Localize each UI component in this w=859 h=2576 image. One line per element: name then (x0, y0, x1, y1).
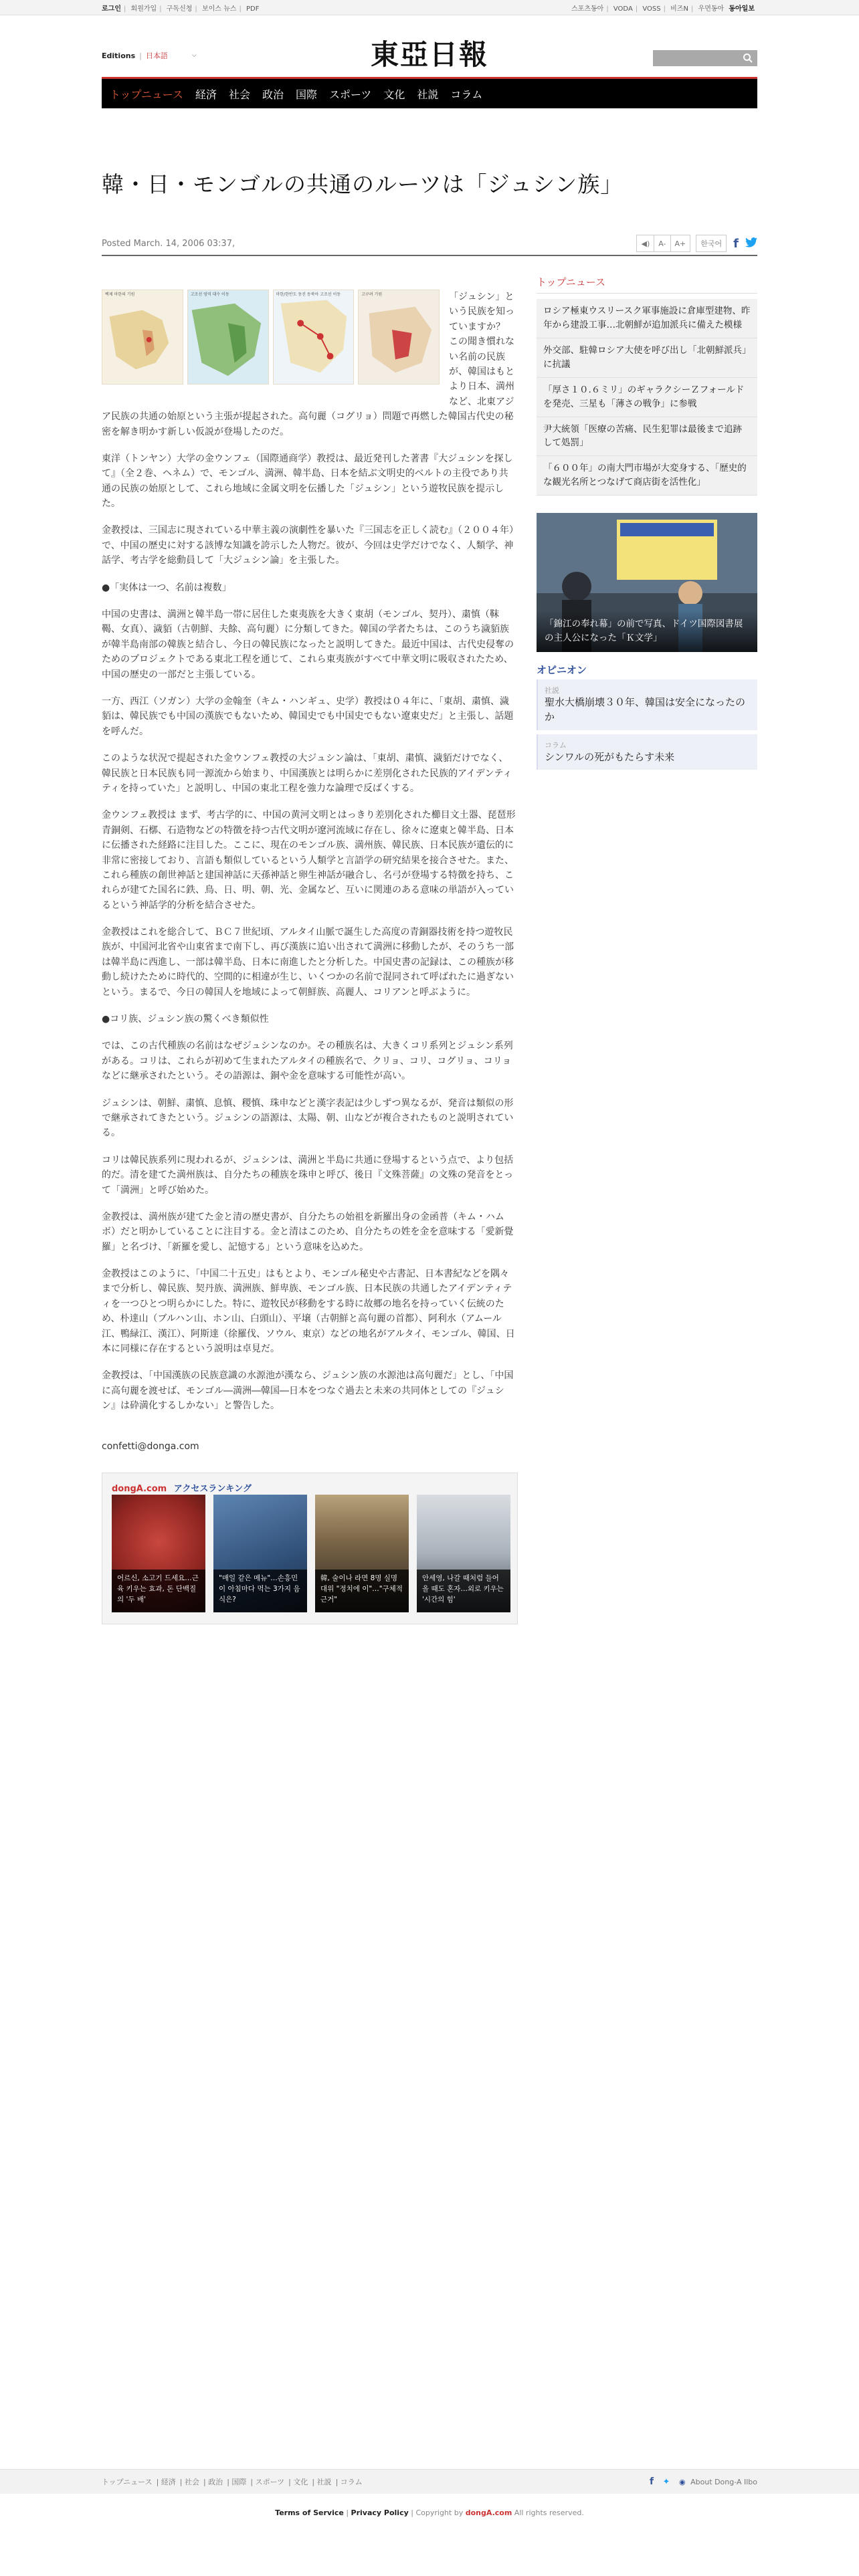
ranking-card-title: "매일 같은 메뉴"…손흥민이 아침마다 먹는 3가지 음식은? (213, 1570, 307, 1612)
map-image (102, 290, 183, 385)
ranking-title: アクセスランキング (173, 1484, 252, 1494)
nav-top-news[interactable]: トップニュース (110, 88, 183, 101)
article-paragraph: 金ウンフェ教授は まず、考古学的に、中国の黄河文明とはっきり差別化された櫛目文土器、琵琶形青銅剣、石槨、石造物などの特徴を持つ古代文明が遼河流域に存在し、徐々に遼東と韓半島、日本に伝播された経路に注目した。ここに、現在のモンゴル族、満州族、韓民族、日本民族が遺伝的に非常に密接しており、言語も類似しているという人類学と言語学の研究結果を接合させた。また、これら種族の創世神話と建国神話に天孫神話と卵生神話が融合し、名弓が登場する特徴を持ち、これらが建てた国名に鉄、鳥、日、明、朝、光、金属など、互いに関連のある意味の単語が入っているという神話学的分析を結合させた。 (102, 810, 516, 911)
chevron-down-icon: ⌵ (191, 52, 197, 59)
article-paragraph: コリは韓民族系列に現われるが、ジュシンは、満洲と半島に共通に登場するという点で、より包括的だ。清を建てた満州族は、自分たちの種族を珠申と呼び、後日『文殊菩薩』の文殊の発音をとって「満洲」と呼び始めた。 (102, 1154, 514, 1196)
map-image (273, 290, 355, 385)
article-paragraph: 東洋（トンヤン）大学の金ウンフェ（国際通商学）教授は、最近発刊した著書『大ジュシンを探して』（全２巻、ヘネム）で、モンゴル、満洲、韓半島、日本を結ぶ文明史的ベルトの主役であり共通の民族の始原として、これら地域に金属文明を伝播した「ジュシン」という遊牧民族を提示した。 (102, 453, 513, 510)
article-paragraph: 中国の史書は、満洲と韓半島一帯に居住した東夷族を大きく東胡（モンゴル、契丹）、粛慎（靺鞨、女真）、濊貊（古朝鮮、夫餘、高句麗）に分類してきた。韓国の学者たちは、このうち濊貊族が韓半島南部の韓族と結合し、今日の韓民族になったと説明してきた。最近中国は、古代史侵奪のためのプロジェクトである東北工程を通じて、これら東夷族がすべて中華文明に吸収されたため、中国の歴史の一部だと主張している。 (102, 609, 514, 680)
site-footer (0, 2469, 859, 2517)
article-subheading: ●「実体は一つ、名前は複数」 (102, 582, 231, 593)
opinion-headline: シンワルの死がもたらす未来 (545, 750, 675, 763)
article-meta (102, 229, 757, 256)
ranking-card[interactable] (112, 1495, 205, 1612)
photo-news-caption: 「錦江の奉れ幕」の前で写真、ドイツ国際図書展の主人公になった「Ｋ文学」 (537, 611, 757, 652)
top-news-item[interactable]: 尹大統領「医療の苦痛、民生犯罪は最後まで追跡して処罰」 (537, 417, 757, 457)
footer-link[interactable]: 政治 (208, 2478, 223, 2486)
nav-international[interactable]: 国際 (295, 88, 317, 101)
family-link[interactable]: 비즈N (670, 5, 688, 13)
article-figure[interactable] (102, 290, 440, 385)
figure-label: 백제 마한의 기원 (105, 292, 135, 297)
font-decrease-button[interactable]: A- (654, 235, 670, 252)
twitter-icon[interactable] (745, 237, 757, 251)
voice-news-link[interactable]: 보이스 뉴스 (201, 5, 237, 13)
utility-bar (0, 0, 859, 15)
nav-editorial[interactable]: 社説 (417, 88, 439, 101)
footer-nav (0, 2469, 859, 2494)
site-header (102, 15, 757, 77)
privacy-link[interactable]: Privacy Policy (351, 2508, 409, 2517)
ranking-header (112, 1481, 252, 1494)
footer-link[interactable]: 国際 (231, 2478, 247, 2486)
search-icon[interactable] (743, 53, 753, 64)
copyright-brand[interactable]: dongA.com (465, 2508, 512, 2517)
editions-selector[interactable]: Editions | 日本語 ⌵ (102, 51, 197, 60)
ranking-card-title: 韓, 술이나 라면 8명 실명 대위 "정치에 이"…"구체적 근거" (315, 1570, 409, 1612)
photo-news[interactable] (537, 513, 757, 652)
korean-version-button[interactable]: 한국어 (696, 235, 727, 252)
top-news-item[interactable]: ロシア極東ウスリースク軍事施設に倉庫型建物、昨年から建設工事…北朝鮮が追加派兵に備えた模様 (537, 299, 757, 338)
figure-label: 고조선 영역 대수 이동 (190, 292, 229, 297)
footer-link[interactable]: トップニュース (102, 2478, 153, 2486)
utility-links-left: 로그인 | 회원가입 | 구독신청 | 보이스 뉴스 | PDF (102, 5, 260, 13)
opinion-tag: 社説 (545, 686, 559, 695)
ranking-card[interactable] (315, 1495, 409, 1612)
article-paragraph: 一方、西江（ソガン）大学の金翰奎（キム・ハンギュ、史学）教授は０４年に、「東胡、粛慎、濊貊は、韓民族でも中国の漢族でもないため、韓国史でも中国史でもない遼東史だ」と主張し、話題を呼んだ。 (102, 695, 514, 737)
ranking-card-title: 어르신, 소고기 드세요…근육 키우는 효과, 돈 단백질의 '두 배' (112, 1570, 205, 1612)
article-tools (636, 235, 757, 252)
family-link[interactable]: VOSS (642, 5, 661, 13)
footer-link[interactable]: 社説 (316, 2478, 332, 2486)
top-news-item[interactable]: 「６００年」の南大門市場が大変身する、「歴史的な観光名所とつなげて商店街を活性化」 (537, 456, 757, 496)
footer-link[interactable]: 社会 (184, 2478, 199, 2486)
footer-link[interactable]: 経済 (161, 2478, 176, 2486)
donga-brand-link[interactable]: 동아일보 (729, 5, 755, 13)
about-link[interactable]: About Dong-A Ilbo (690, 2478, 757, 2486)
main-nav (102, 77, 757, 108)
nav-economy[interactable]: 経済 (195, 88, 217, 101)
edition-current: 日本語 (145, 51, 168, 60)
ranking-card-title: 안세영, 나갈 때처럼 들어올 때도 혼자…외로 키우는 '시간의 힘' (417, 1570, 510, 1612)
figure-label: 마한/한반도 동진 동북아 고조선 이동 (276, 292, 341, 297)
opinion-title: オピニオン (537, 664, 587, 677)
login-link[interactable]: 로그인 (102, 5, 121, 13)
family-link[interactable]: 우먼동아 (698, 5, 725, 13)
family-link[interactable]: 스포츠동아 (571, 5, 604, 13)
utility-links-right: 스포츠동아 | VODA | VOSS | 비즈N | 우먼동아 동아일보 (571, 5, 755, 13)
map-image (187, 290, 269, 385)
footer-links: トップニュース | 経済 | 社会 | 政治 | 国際 | スポーツ | 文化 | 社説 | コラム (102, 2478, 363, 2486)
top-news-item[interactable]: 「厚さ１０.６ミリ」のギャラクシーＺフォールドを発売、三星も「薄さの戦争」に参戦 (537, 378, 757, 417)
article-paragraph: このような状況で提起された金ウンフェ教授の大ジュシン論は、「東胡、粛慎、濊貊だけでなく、韓民族と日本民族も同一源流から始まり、中国漢族とは明らかに差別化された民族的アイデンティティを持っていた」と説明し、中国の東北工程を強力な論理で反ばくする。 (102, 753, 512, 794)
family-link[interactable]: VODA (613, 5, 633, 13)
copyright-prefix: Copyright by (415, 2508, 464, 2517)
article-subheading: ●コリ族、ジュシン族の驚くべき類似性 (102, 1014, 269, 1025)
footer-social (643, 2476, 757, 2487)
article-paragraph: 金教授は、「中国漢族の民族意識の水源池が漢なら、ジュシン族の水源池は高句麗だ」とし、「中国に高句麗を渡せば、モンゴル―満洲―韓国―日本をつなぐ過去と未来の共同体としての『ジュシン』は砕満化するしかない」と警告した。 (102, 1370, 514, 1412)
footer-link[interactable]: コラム (340, 2478, 363, 2486)
editions-label: Editions (102, 51, 136, 60)
nav-society[interactable]: 社会 (228, 88, 250, 101)
article-paragraph: 金教授はこれを総合して、ＢＣ７世紀頃、アルタイ山脈で誕生した高度の青銅器技術を持つ遊牧民族が、中国河北省や山東省まで南下し、再び漢族に追い出されて満洲に移動したが、そのうち一部は韓半島に西進し、一部は韓半島、日本に南進したと分析した。中国史書の記録は、この種族が移動し続けたために時代的、空間的に相違が生じ、いくつかの名前で混同されて呼ばれたに過ぎないという。まるで、今日の韓国人を地域によって朝鮮族、高麗人、コリアンと呼ぶように。 (102, 927, 514, 998)
subscribe-link[interactable]: 구독신청 (166, 5, 193, 13)
copyright-suffix: All rights reserved. (514, 2508, 584, 2517)
font-increase-button[interactable]: A+ (671, 235, 691, 252)
article-paragraph: では、この古代種族の名前はなぜジュシンなのか。その種族名は、大きくコリ系列とジュシン系列がある。コリは、これらが初めて生まれたアルタイの種族名で、クリョ、コリ、コグリョ、コリョなどに継承されたという。その語源は、銅や金を意味する可能性が高い。 (102, 1041, 513, 1082)
opinion-tag: コラム (545, 740, 567, 750)
opinion-item[interactable] (537, 734, 757, 770)
signup-link[interactable]: 회원가입 (130, 5, 157, 13)
footer-link[interactable]: 文化 (293, 2478, 308, 2486)
article-headline: 韓・日・モンゴルの共通のルーツは「ジュシン族」 (102, 171, 624, 197)
twitter-icon[interactable]: ✦ (662, 2477, 670, 2487)
article-paragraph: 「ジュシン」という民族を知っていますか？ この聞き慣れない名前の民族が、韓国はもとより日本、満州など、北東アジア民族の共通の始原という主張が提起された。高句麗（コグリョ）問題で再燃した韓国古代史の秘密を解き明かす新しい仮説が登場したのだ。 (102, 292, 514, 437)
ranking-brand: dongA.com (112, 1484, 167, 1494)
facebook-icon[interactable]: f (733, 236, 739, 251)
nav-column[interactable]: コラム (450, 88, 483, 101)
opinion-headline: 聖水大橋崩壊３０年、韓国は安全になったのか (545, 696, 746, 723)
figure-label: 고구려 기원 (361, 292, 383, 297)
article-paragraph: ジュシンは、朝鮮、粛慎、息慎、稷慎、珠申などと漢字表記は少しずつ異なるが、発音は類似の形で継承されてきたという。ジュシンの語源は、太陽、朝、山などが複合されたものと説明されている。 (102, 1097, 514, 1139)
footer-link[interactable]: スポーツ (255, 2478, 285, 2486)
ranking-card[interactable] (213, 1495, 307, 1612)
map-image (358, 290, 440, 385)
nav-politics[interactable]: 政治 (262, 88, 284, 101)
access-ranking (102, 1473, 518, 1624)
opinion-item[interactable] (537, 679, 757, 730)
facebook-icon[interactable]: f (649, 2476, 654, 2487)
globe-icon[interactable]: ◉ (678, 2478, 686, 2486)
terms-link[interactable]: Terms of Service (275, 2508, 344, 2517)
article-paragraph: 金教授はこのように、「中国二十五史」はもとより、モンゴル秘史や古書記、日本書紀などを隅々まで分析し、韓民族、契丹族、満洲族、鮮卑族、モンゴル族、日本民族の共通したアイデンティティを一つひとつ明らかにした。特に、遊牧民が移動をする時に故郷の地名を持っていく伝統のため、朴達山（ブルハン山、ホン山、白頭山）、平壌（古朝鮮と高句麗の首都）、阿利水（アムール江、鴨緑江、漢江）、阿斯達（徐羅伐、ソウル、東京）などの地名がアルタイ、モンゴル、韓国、日本に同様に存在するという説明は卓見だ。 (102, 1269, 515, 1355)
ranking-card[interactable] (417, 1495, 510, 1612)
pdf-link[interactable]: PDF (246, 5, 260, 13)
search-box[interactable] (653, 50, 757, 66)
reporter-email[interactable]: confetti@donga.com (102, 1440, 199, 1452)
top-news-item[interactable]: 外交部、駐韓ロシア大使を呼び出し「北朝鮮派兵」に抗議 (537, 338, 757, 378)
top-news-title: トップニュース (537, 275, 757, 294)
ranking-cards (112, 1495, 510, 1612)
article-paragraph: 金教授は、三国志に現されている中華主義の演劇性を暴いた『三国志を正しく読む』（２００４年）で、中国の歴史に対する該博な知識を誇示した人物だ。彼が、今回は史学だけでなく、人類学、神話学、考古学を総動員して「大ジュシン論」を主張した。 (102, 525, 514, 566)
nav-culture[interactable]: 文化 (383, 88, 405, 101)
nav-sports[interactable]: スポーツ (328, 88, 372, 101)
posted-date: Posted March. 14, 2006 03:37, (102, 239, 235, 249)
site-logo[interactable]: 東亞日報 (370, 38, 489, 71)
sidebar (537, 275, 757, 774)
article-paragraph: 金教授は、満州族が建てた金と清の歴史書が、自分たちの始祖を新羅出身の金函普（キム・ハムボ）だと明かしていることに注目する。金と清はこのため、自分たちの姓を金を意味する「愛新覺羅」と名づけ、「新羅を愛し、記憶する」という意味を込めた。 (102, 1211, 514, 1253)
article-body (102, 290, 516, 1624)
speaker-icon[interactable]: ◀) (636, 235, 654, 252)
legal-line: Terms of Service | Privacy Policy | Copyright by dongA.com All rights reserved. (275, 2508, 584, 2517)
